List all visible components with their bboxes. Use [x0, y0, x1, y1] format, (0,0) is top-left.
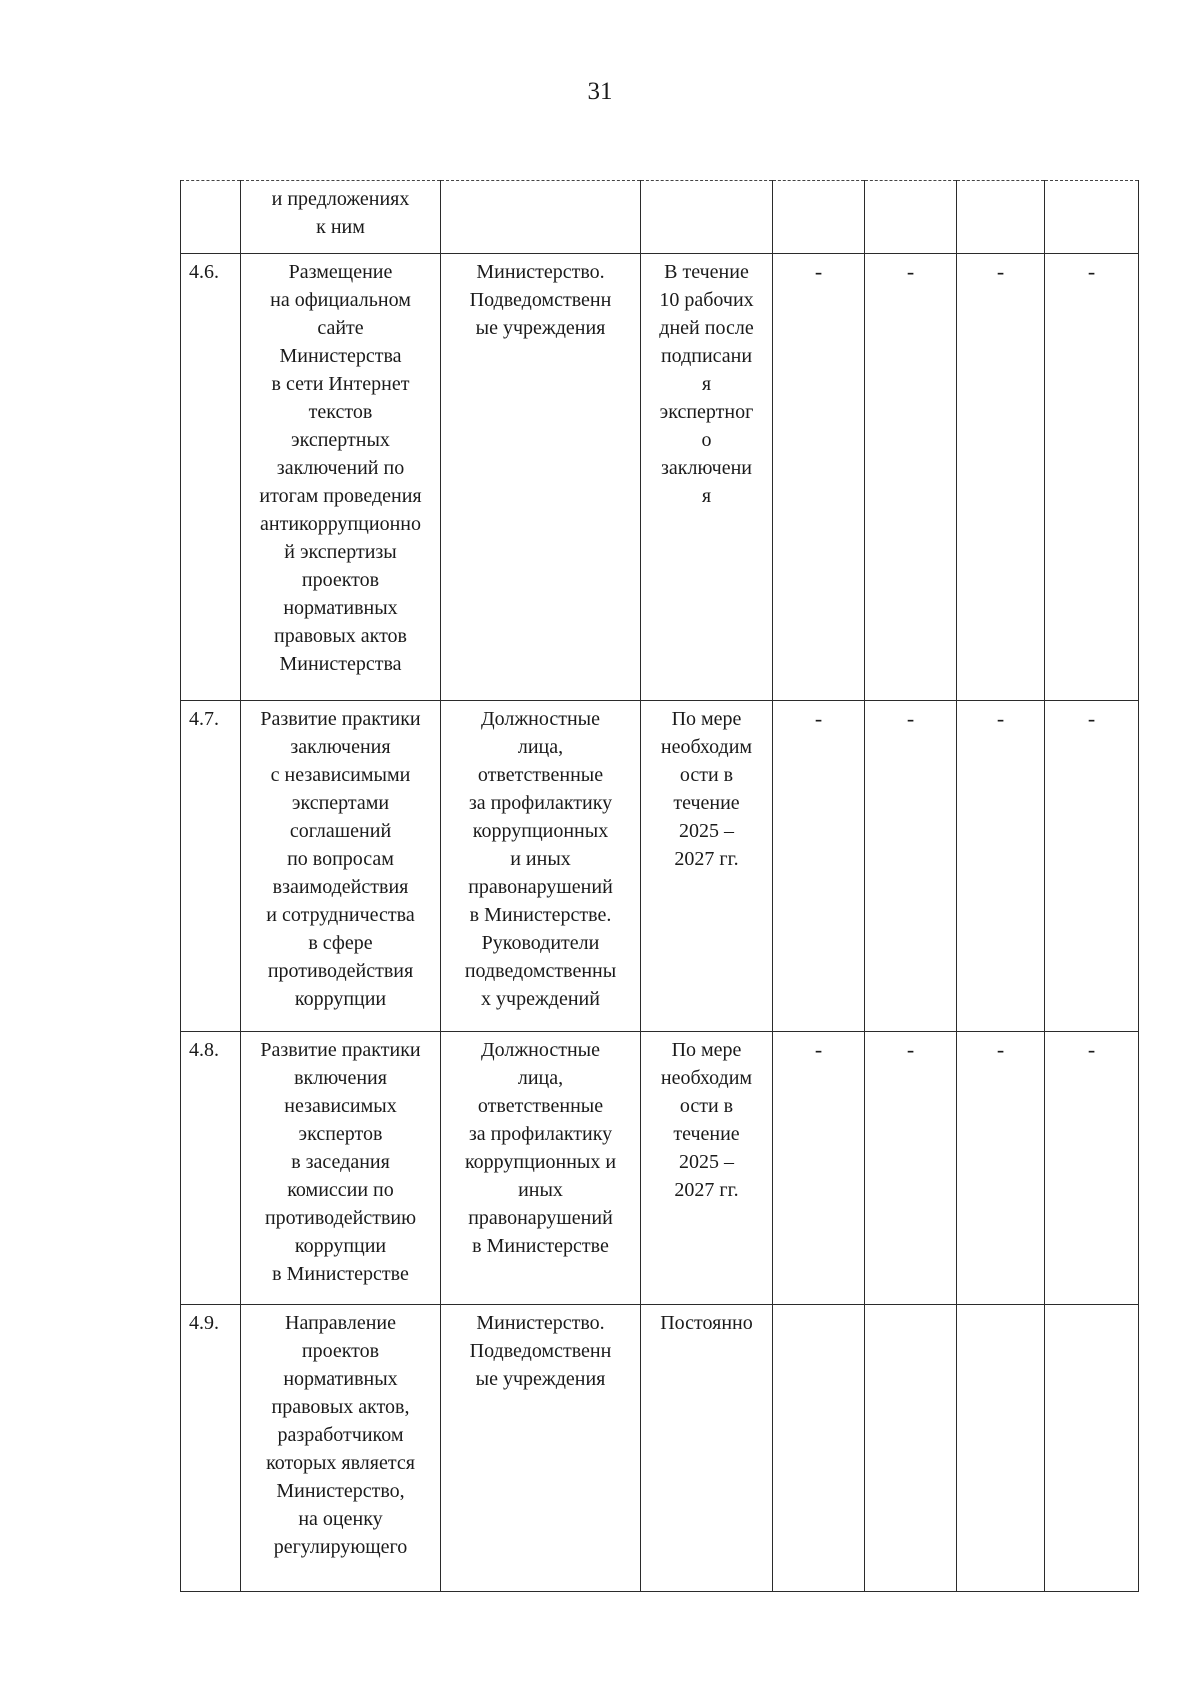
value-cell-3: - — [957, 701, 1045, 1032]
table-row — [181, 1032, 1139, 1305]
value-cell-4 — [1045, 1305, 1139, 1592]
value-cell-3 — [957, 1305, 1045, 1592]
value-cell-1: - — [773, 701, 865, 1032]
measures-table — [180, 180, 1139, 1592]
row-number: 4.7. — [181, 701, 241, 1032]
event-cell: и предложениях к ним — [241, 181, 441, 254]
row-number: 4.9. — [181, 1305, 241, 1592]
row-number: 4.6. — [181, 254, 241, 701]
value-cell-2: - — [865, 1032, 957, 1305]
term-cell: В течение 10 рабочих дней после подписани я экспертног о заключени я — [641, 254, 773, 701]
value-cell-3 — [957, 181, 1045, 254]
value-cell-1 — [773, 1305, 865, 1592]
row-number: 4.8. — [181, 1032, 241, 1305]
value-cell-4: - — [1045, 1032, 1139, 1305]
term-cell: Постоянно — [641, 1305, 773, 1592]
value-cell-4: - — [1045, 701, 1139, 1032]
value-cell-1 — [773, 181, 865, 254]
term-cell: По мере необходим ости в течение 2025 – 2027 гг. — [641, 701, 773, 1032]
value-cell-1: - — [773, 254, 865, 701]
event-cell: Направление проектов нормативных правовых актов, разработчиком которых является Министерство, на оценку регулирующего — [241, 1305, 441, 1592]
value-cell-3: - — [957, 254, 1045, 701]
row-number — [181, 181, 241, 254]
table-row — [181, 254, 1139, 701]
value-cell-3: - — [957, 1032, 1045, 1305]
term-cell — [641, 181, 773, 254]
executor-cell — [441, 181, 641, 254]
table-row — [181, 181, 1139, 254]
table-row — [181, 1305, 1139, 1592]
executor-cell: Министерство. Подведомственн ые учреждения — [441, 1305, 641, 1592]
value-cell-2: - — [865, 254, 957, 701]
executor-cell: Должностные лица, ответственные за профилактику коррупционных и иных правонарушений в Министерстве — [441, 1032, 641, 1305]
event-cell: Размещение на официальном сайте Министерства в сети Интернет текстов экспертных заключений по итогам проведения антикоррупционно й экспертизы проектов нормативных правовых актов Министерства — [241, 254, 441, 701]
value-cell-2: - — [865, 701, 957, 1032]
table-row — [181, 701, 1139, 1032]
value-cell-2 — [865, 1305, 957, 1592]
event-cell: Развитие практики заключения с независимыми экспертами соглашений по вопросам взаимодействия и сотрудничества в сфере противодействия коррупции — [241, 701, 441, 1032]
executor-cell: Должностные лица, ответственные за профилактику коррупционных и иных правонарушений в Министерстве. Руководители подведомственны х учреждений — [441, 701, 641, 1032]
value-cell-4: - — [1045, 254, 1139, 701]
event-cell: Развитие практики включения независимых экспертов в заседания комиссии по противодействию коррупции в Министерстве — [241, 1032, 441, 1305]
page-number: 31 — [587, 78, 613, 105]
value-cell-1: - — [773, 1032, 865, 1305]
executor-cell: Министерство. Подведомственн ые учреждения — [441, 254, 641, 701]
term-cell: По мере необходим ости в течение 2025 – 2027 гг. — [641, 1032, 773, 1305]
value-cell-4 — [1045, 181, 1139, 254]
value-cell-2 — [865, 181, 957, 254]
